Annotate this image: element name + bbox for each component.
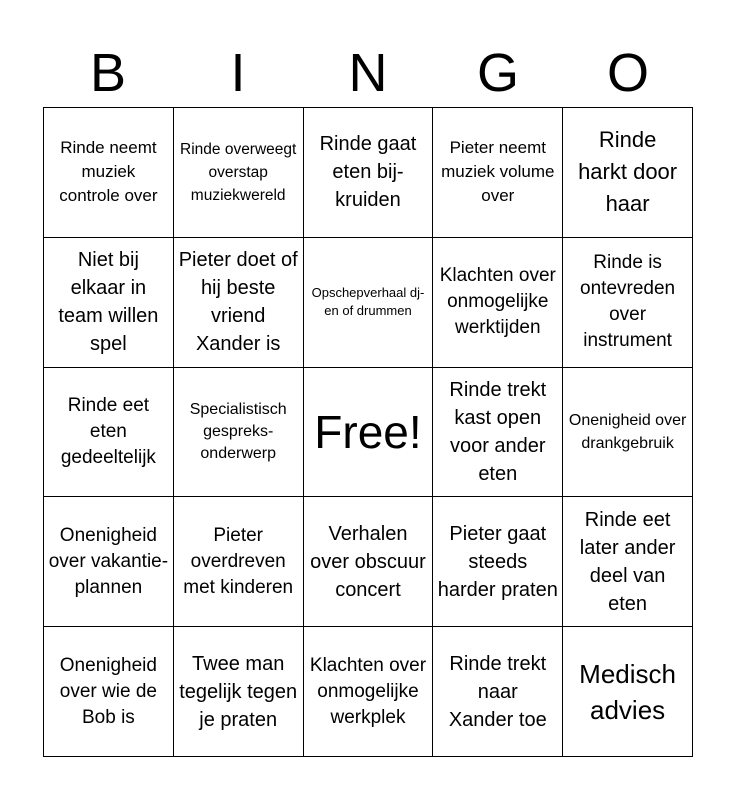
- cell-text: Rinde eet eten gedeeltelijk: [60, 394, 156, 468]
- cell-text: Medisch advies: [579, 658, 676, 725]
- bingo-header: [43, 40, 693, 106]
- bingo-cell[interactable]: [433, 108, 563, 238]
- cell-text: Rinde trekt naar Xander toe: [448, 652, 547, 731]
- bingo-cell[interactable]: [433, 368, 563, 498]
- bingo-cell[interactable]: [174, 368, 304, 498]
- cell-text: Onenigheid over wie de Bob is: [59, 654, 157, 728]
- header-letter-i: I: [230, 43, 246, 103]
- free-space: Free!: [314, 405, 422, 458]
- bingo-cell[interactable]: [563, 368, 693, 498]
- bingo-cell[interactable]: [433, 497, 563, 627]
- cell-text: Specialistisch gespreks-onderwerp: [189, 400, 287, 462]
- header-letter-n: N: [348, 43, 388, 103]
- bingo-cell[interactable]: [304, 627, 434, 757]
- bingo-cell[interactable]: [563, 497, 693, 627]
- bingo-cell[interactable]: [44, 108, 174, 238]
- bingo-cell[interactable]: [563, 238, 693, 368]
- cell-text: Klachten over onmogelijke werktijden: [439, 265, 556, 339]
- bingo-cell[interactable]: [44, 497, 174, 627]
- bingo-cell[interactable]: [174, 238, 304, 368]
- cell-text: Rinde harkt door haar: [578, 127, 678, 217]
- bingo-cell[interactable]: [304, 238, 434, 368]
- header-letter-o: O: [606, 43, 649, 103]
- cell-text: Pieter gaat steeds harder praten: [437, 522, 558, 601]
- cell-text: Rinde trekt kast open voor ander eten: [449, 378, 547, 485]
- bingo-cell[interactable]: [433, 238, 563, 368]
- cell-text: Twee man tegelijk tegen je praten: [179, 652, 298, 731]
- bingo-cell[interactable]: [304, 368, 434, 498]
- cell-text: Onenigheid over drankgebruik: [568, 411, 687, 452]
- cell-text: Rinde overweegt overstap muziekwereld: [180, 140, 297, 204]
- cell-text: Rinde neemt muziek controle over: [59, 138, 158, 206]
- cell-text: Rinde gaat eten bij-kruiden: [319, 133, 417, 212]
- header-letter-b: B: [89, 43, 127, 103]
- cell-text: Niet bij elkaar in team willen spel: [58, 249, 159, 356]
- bingo-cell[interactable]: [44, 238, 174, 368]
- bingo-grid: [43, 107, 693, 757]
- bingo-cell[interactable]: [44, 627, 174, 757]
- cell-text: Rinde eet later ander deel van eten: [579, 508, 676, 615]
- header-letter-g: G: [476, 43, 519, 103]
- cell-text: Klachten over onmogelijke werkplek: [309, 654, 427, 728]
- bingo-cell[interactable]: [563, 627, 693, 757]
- cell-text: Pieter doet of hij beste vriend Xander is: [178, 249, 298, 356]
- bingo-cell[interactable]: [174, 108, 304, 238]
- bingo-cell[interactable]: [563, 108, 693, 238]
- cell-text: Onenigheid over vakantie-plannen: [48, 524, 169, 598]
- bingo-cell[interactable]: [174, 627, 304, 757]
- cell-text: Verhalen over obscuur concert: [310, 522, 426, 601]
- bingo-cell[interactable]: [304, 108, 434, 238]
- cell-text: Rinde is ontevreden over instrument: [580, 252, 676, 352]
- bingo-cell[interactable]: [44, 368, 174, 498]
- cell-text: Pieter neemt muziek volume over: [441, 138, 555, 206]
- bingo-cell[interactable]: [304, 497, 434, 627]
- bingo-cell[interactable]: [433, 627, 563, 757]
- bingo-cell[interactable]: [174, 497, 304, 627]
- cell-text: Opschepverhaal dj-en of drummen: [311, 285, 425, 319]
- cell-text: Pieter overdreven met kinderen: [183, 524, 294, 598]
